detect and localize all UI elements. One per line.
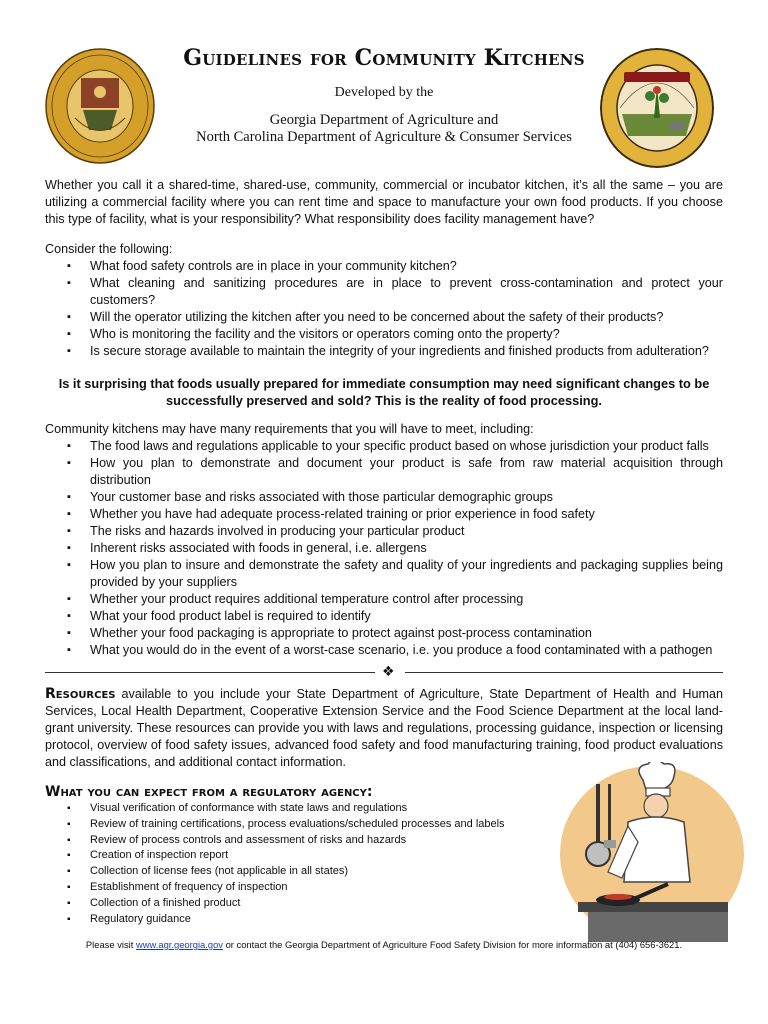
- expect-list: [45, 801, 545, 927]
- list-item: ▪ Establishment of frequency of inspection: [45, 880, 545, 896]
- intro-paragraph: Whether you call it a shared-time, shared-use, community, commercial or incubator kitchen, it’s all the same – you are utilizing a commercial facility where you can rent time and space to manufacture your own food products. If you choose this type of facility, what is your responsibility? What responsibility does facility management have?: [45, 178, 723, 226]
- list-item: ▪ The risks and hazards involved in producing your particular product: [45, 523, 723, 540]
- nc-department-seal: [45, 48, 155, 164]
- org-north-carolina: North Carolina Department of Agriculture & Consumer Services: [196, 129, 572, 145]
- divider-left: [45, 672, 375, 673]
- list-item: ▪ Whether your product requires additional temperature control after processing: [45, 591, 723, 608]
- resources-text: available to you include your State Department of Agriculture, State Department of Health and Human Services, Local Health Department, Cooperative Extension Service and the Food Science Department at the local land-grant university. These resources can provide you with laws and regulations, processing guidance, inspection or licensing protocol, overview of food safety issues, advanced food safety and food manufacturing training, food product evaluations and classifications, and additional contact information.: [45, 687, 723, 769]
- footer-pre: Please visit: [85, 939, 136, 950]
- divider-right: [405, 672, 723, 673]
- consider-list: [45, 258, 723, 360]
- developed-by: Developed by the: [334, 85, 434, 100]
- list-item: ▪ What food safety controls are in place in your community kitchen?: [45, 258, 723, 275]
- list-item: ▪ Creation of inspection report: [45, 848, 545, 864]
- divider-ornament: ❖: [382, 664, 395, 680]
- chef-illustration: [548, 762, 744, 942]
- expect-heading: What you can expect from a regulatory agency:: [45, 784, 373, 800]
- list-item: ▪ How you plan to demonstrate and document your product is safe from raw material acquisition through distribution: [45, 455, 723, 489]
- list-item: ▪ Review of training certifications, process evaluations/scheduled processes and labels: [45, 817, 545, 833]
- resources-heading: Resources: [45, 686, 116, 702]
- list-item: ▪ What cleaning and sanitizing procedures are in place to prevent cross-contamination and protect your customers?: [45, 275, 723, 309]
- consider-lead: Consider the following:: [45, 242, 173, 256]
- list-item: ▪ Inherent risks associated with foods in general, i.e. allergens: [45, 540, 723, 557]
- list-item: ▪ Collection of a finished product: [45, 896, 545, 912]
- footer-link[interactable]: www.agr.georgia.gov: [135, 939, 223, 950]
- list-item: ▪ The food laws and regulations applicable to your specific product based on whose jurisdiction your product falls: [45, 438, 723, 455]
- list-item: ▪ Your customer base and risks associated with those particular demographic groups: [45, 489, 723, 506]
- list-item: ▪ Regulatory guidance: [45, 912, 545, 928]
- list-item: ▪ What your food product label is required to identify: [45, 608, 723, 625]
- callout-text: Is it surprising that foods usually prepared for immediate consumption may need significant changes to be successfully preserved and sold? This is the reality of food processing.: [58, 376, 710, 408]
- list-item: ▪ What you would do in the event of a worst-case scenario, i.e. you produce a food contaminated with a pathogen: [45, 642, 723, 659]
- list-item: ▪ Visual verification of conformance with state laws and regulations: [45, 801, 545, 817]
- list-item: ▪ Whether your food packaging is appropriate to protect against post-process contamination: [45, 625, 723, 642]
- list-item: ▪ Collection of license fees (not applicable in all states): [45, 864, 545, 880]
- footer-contact: [45, 939, 723, 950]
- list-item: ▪ How you plan to insure and demonstrate the safety and quality of your ingredients and packaging supplies being provided by your suppliers: [45, 557, 723, 591]
- list-item: ▪ Who is monitoring the facility and the visitors or operators coming onto the property?: [45, 326, 723, 343]
- page-title: Guidelines for Community Kitchens: [183, 45, 585, 71]
- resources-paragraph: [45, 686, 723, 771]
- list-item: ▪ Is secure storage available to maintain the integrity of your ingredients and finished products from adulteration?: [45, 343, 723, 360]
- footer-post: or contact the Georgia Department of Agriculture Food Safety Division for more information at (404) 656-3621.: [222, 939, 683, 950]
- requirements-lead: Community kitchens may have many requirements that you will have to meet, including:: [45, 422, 534, 436]
- list-item: ▪ Will the operator utilizing the kitchen after you need to be concerned about the safety of their products?: [45, 309, 723, 326]
- list-item: ▪ Whether you have had adequate process-related training or prior experience in food safety: [45, 506, 723, 523]
- requirements-list: [45, 438, 723, 659]
- list-item: ▪ Review of process controls and assessment of risks and hazards: [45, 833, 545, 849]
- org-georgia: Georgia Department of Agriculture and: [269, 112, 499, 128]
